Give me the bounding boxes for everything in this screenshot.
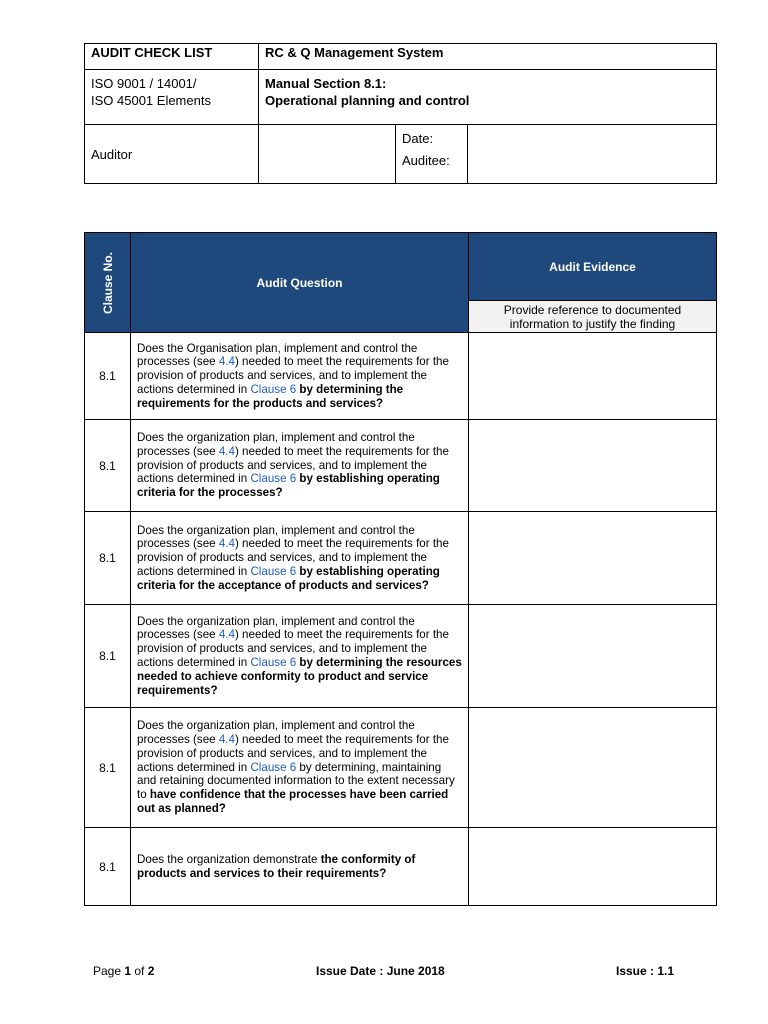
audit-evidence-cell[interactable] bbox=[469, 420, 717, 512]
auditor-value[interactable] bbox=[259, 125, 396, 184]
page-number: Page 1 of 2 bbox=[93, 964, 155, 978]
audit-question: Does the Organisation plan, implement and control the processes (see 4.4) needed to meet the requirements for the provision of products and services, and to implement the actions determined in Clause 6 by determining the requirements for the products and services? bbox=[131, 333, 469, 420]
clause-number: 8.1 bbox=[85, 828, 131, 906]
table-row bbox=[85, 420, 717, 512]
table-row bbox=[85, 605, 717, 708]
clause-number: 8.1 bbox=[85, 333, 131, 420]
clause-link[interactable]: Clause 6 bbox=[250, 760, 297, 774]
auditor-label: Auditor bbox=[85, 125, 259, 184]
table-row bbox=[85, 333, 717, 420]
standards-cell bbox=[85, 70, 259, 125]
clause-link[interactable]: Clause 6 bbox=[250, 656, 297, 669]
audit-evidence-cell[interactable] bbox=[469, 828, 717, 906]
question-header: Audit Question bbox=[131, 233, 469, 333]
table-row bbox=[85, 828, 717, 906]
audit-question: Does the organization demonstrate the conformity of products and services to their requirements? bbox=[131, 828, 469, 906]
section-cell bbox=[259, 70, 717, 125]
clause-number: 8.1 bbox=[85, 605, 131, 708]
table-row bbox=[85, 708, 717, 828]
date-label: Date: bbox=[402, 131, 434, 146]
evidence-header: Audit Evidence bbox=[469, 233, 717, 301]
standards-line2: ISO 45001 Elements bbox=[91, 93, 211, 108]
clause-number: 8.1 bbox=[85, 512, 131, 605]
clause-link[interactable]: 4.4 bbox=[218, 733, 235, 746]
auditee-label: Auditee: bbox=[402, 153, 450, 168]
issue-number: Issue : 1.1 bbox=[616, 964, 675, 978]
audit-evidence-cell[interactable] bbox=[469, 708, 717, 828]
page-footer bbox=[84, 964, 716, 982]
audit-evidence-cell[interactable] bbox=[469, 333, 717, 420]
audit-question: Does the organization plan, implement and control the processes (see 4.4) needed to meet the requirements for the provision of products and services, and to implement the actions determined in Clause 6 by determining, maintaining and retaining documented information to the extent necessary to have confidence that the processes have been carried out as planned? bbox=[131, 708, 469, 828]
date-auditee-value[interactable] bbox=[468, 125, 717, 184]
clause-link[interactable]: 4.4 bbox=[218, 628, 235, 642]
audit-evidence-cell[interactable] bbox=[469, 605, 717, 708]
audit-question: Does the organization plan, implement and control the processes (see 4.4) needed to meet the requirements for the provision of products and services, and to implement the actions determined in Clause 6 by establishing operating criteria for the acceptance of products and services? bbox=[131, 512, 469, 605]
system-name: RC & Q Management System bbox=[259, 44, 717, 70]
audit-evidence-cell[interactable] bbox=[469, 512, 717, 605]
evidence-subheader: Provide reference to documented information to justify the finding bbox=[469, 301, 717, 333]
section-line2: Operational planning and control bbox=[265, 93, 470, 108]
table-row bbox=[85, 512, 717, 605]
audit-questions-table bbox=[84, 232, 717, 906]
audit-question: Does the organization plan, implement and control the processes (see 4.4) needed to meet the requirements for the provision of products and services, and to implement the actions determined in Clause 6 by determining the resources needed to achieve conformity to product and service requirements? bbox=[131, 605, 469, 708]
clause-link[interactable]: Clause 6 bbox=[250, 564, 297, 578]
standards-line1: ISO 9001 / 14001/ bbox=[91, 76, 197, 91]
clause-link[interactable]: 4.4 bbox=[218, 444, 235, 458]
checklist-title: AUDIT CHECK LIST bbox=[85, 44, 259, 70]
issue-date: Issue Date : June 2018 bbox=[316, 964, 445, 978]
section-line1: Manual Section 8.1: bbox=[265, 76, 387, 91]
clause-header: Clause No. bbox=[85, 233, 131, 333]
clause-number: 8.1 bbox=[85, 420, 131, 512]
clause-link[interactable]: 4.4 bbox=[218, 537, 235, 551]
date-auditee-labels bbox=[396, 125, 468, 184]
clause-link[interactable]: Clause 6 bbox=[250, 472, 297, 486]
clause-link[interactable]: 4.4 bbox=[218, 355, 235, 369]
audit-question: Does the organization plan, implement and control the processes (see 4.4) needed to meet the requirements for the provision of products and services, and to implement the actions determined in Clause 6 by establishing operating criteria for the processes? bbox=[131, 420, 469, 512]
clause-number: 8.1 bbox=[85, 708, 131, 828]
clause-link[interactable]: Clause 6 bbox=[250, 382, 297, 396]
header-table bbox=[84, 43, 717, 184]
